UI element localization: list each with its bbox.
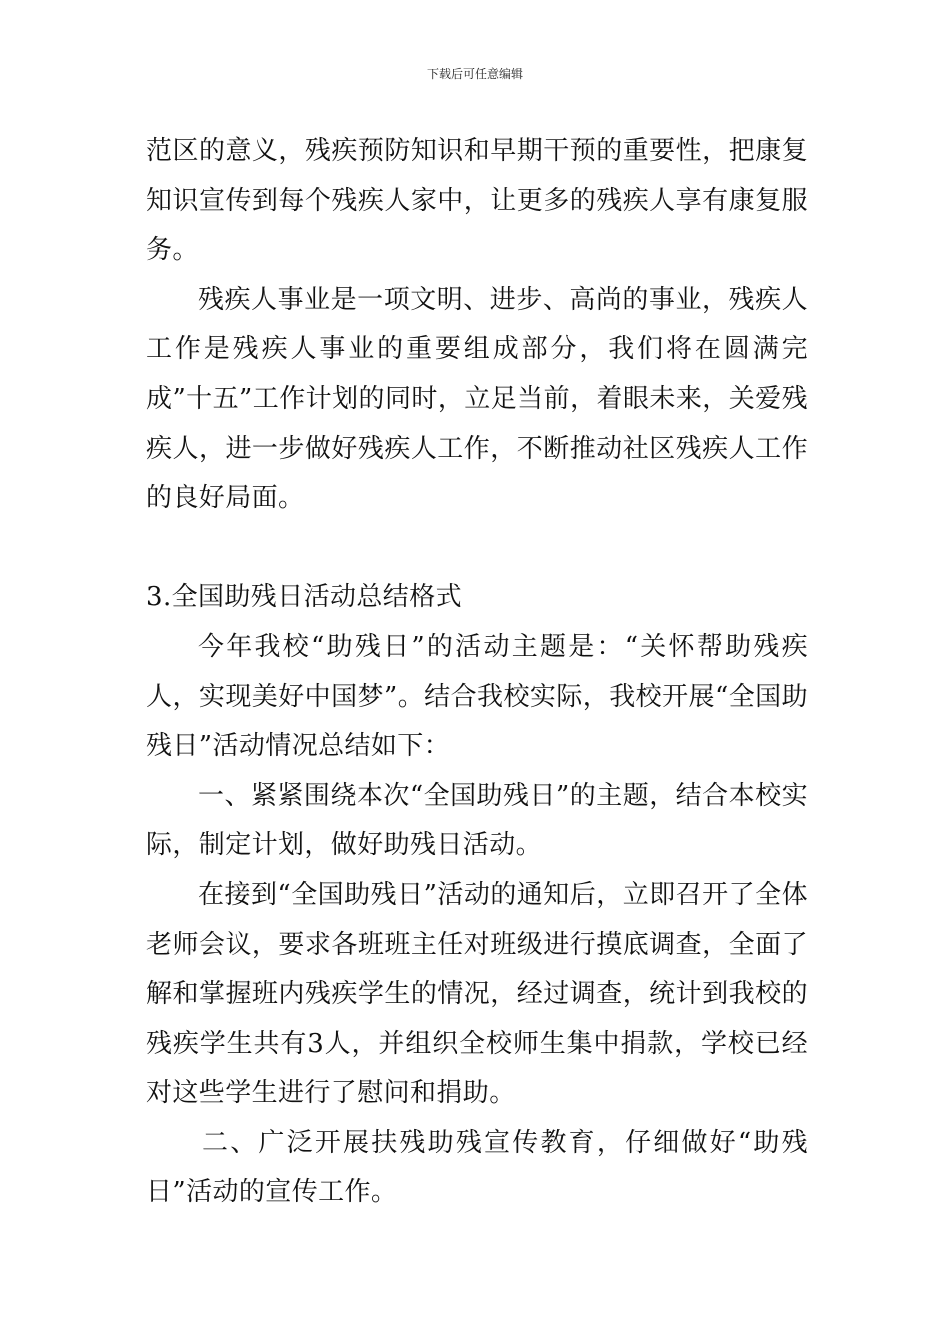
paragraph-continuation: 范区的意义，残疾预防知识和早期干预的重要性，把康复知识宣传到每个残疾人家中，让更多的残疾人享有康复服务。 [146,136,808,266]
paragraph-point-one: 一、紧紧围绕本次“全国助残日”的主题，结合本校实际，制定计划，做好助残日活动。 [146,780,808,861]
document-body [146,127,808,1218]
paragraph-activity-theme: 今年我校“助残日”的活动主题是：“关怀帮助残疾人，实现美好中国梦”。结合我校实际，我校开展“全国助残日”活动情况总结如下： [146,631,808,762]
paragraph-point-two: 二、广泛开展扶残助残宣传教育，仔细做好“助残日”活动的宣传工作。 [146,1127,808,1208]
page-header: 下载后可任意编辑 [426,67,523,81]
blank-line [146,524,808,574]
section-heading: 3.全国助残日活动总结格式 [146,582,463,613]
paragraph-disability-work: 残疾人事业是一项文明、进步、高尚的事业，残疾人工作是残疾人事业的重要组成部分，我们将在圆满完成”十五”工作计划的同时，立足当前，着眼未来，关爱残疾人，进一步做好残疾人工作，不断推动社区残疾人工作的良好局面。 [146,284,808,514]
paragraph-notice-details: 在接到“全国助残日”活动的通知后，立即召开了全体老师会议，要求各班班主任对班级进行摸底调查，全面了解和掌握班内残疾学生的情况，经过调查，统计到我校的残疾学生共有3人，并组织全校师生集中捐款，学校已经对这些学生进行了慰问和捐助。 [146,879,808,1109]
